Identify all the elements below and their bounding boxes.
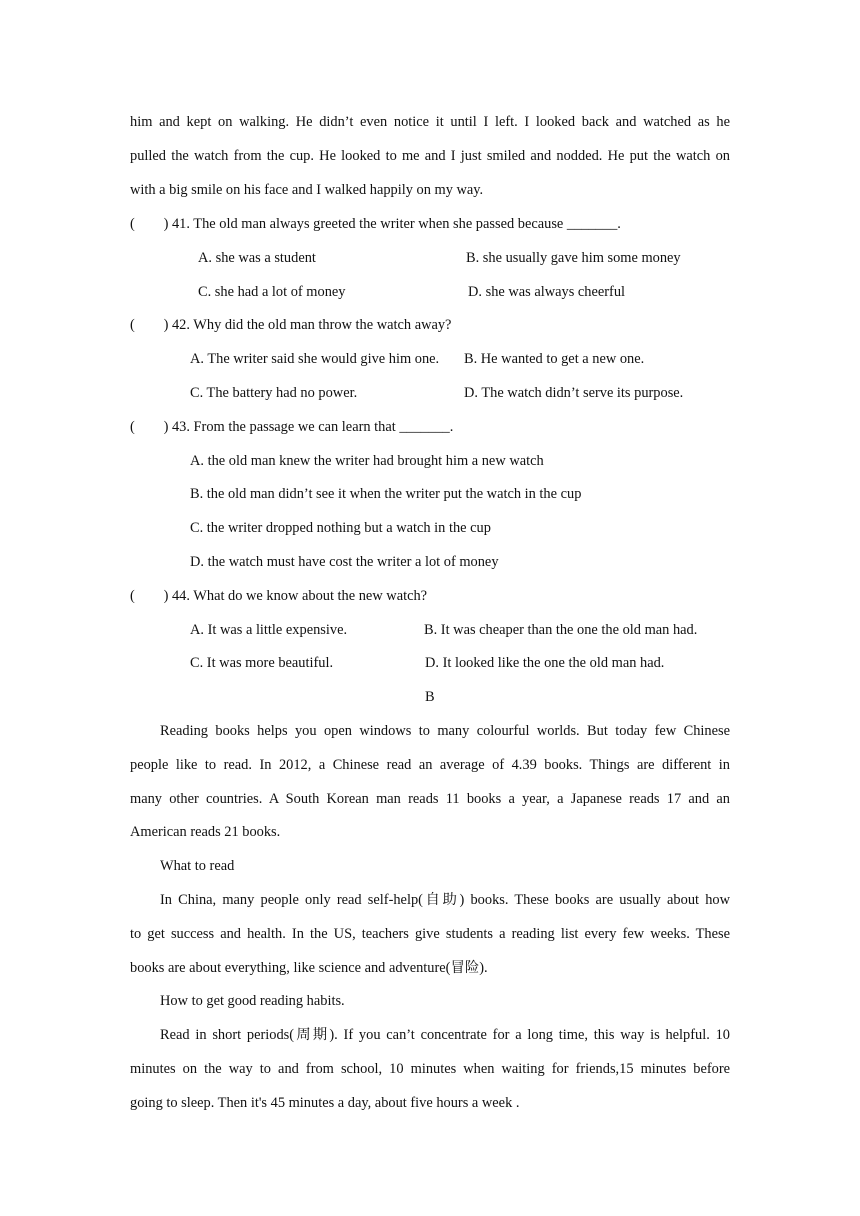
question-43-option-c: C. the writer dropped nothing but a watch in the cup — [190, 520, 491, 536]
question-44-option-c: C. It was more beautiful. — [190, 655, 334, 671]
question-43-stem: ( ) 43. From the passage we can learn that _______. — [130, 419, 454, 435]
passage-line: books are about everything, like science and adventure(冒险). — [130, 960, 488, 976]
question-42-option-c: C. The battery had no power. — [190, 385, 358, 401]
section-b-label: B — [425, 689, 435, 705]
passage-line: Reading books helps you open windows to many colourful worlds. But today few Chinese — [160, 723, 730, 739]
question-42-stem: ( ) 42. Why did the old man throw the watch away? — [130, 317, 452, 333]
question-41-option-c: C. she had a lot of money — [198, 284, 346, 300]
question-42-option-a: A. The writer said she would give him one. — [190, 351, 440, 367]
question-44-option-a: A. It was a little expensive. — [190, 622, 348, 638]
question-42-option-d: D. The watch didn’t serve its purpose. — [464, 385, 684, 401]
question-42-option-b: B. He wanted to get a new one. — [464, 351, 645, 367]
passage-line: going to sleep. Then it's 45 minutes a day, about five hours a week . — [130, 1095, 520, 1111]
passage-line: with a big smile on his face and I walked happily on my way. — [130, 182, 484, 198]
question-41-option-b: B. she usually gave him some money — [466, 250, 681, 266]
passage-line: him and kept on walking. He didn’t even notice it until I left. I looked back and watched as he — [130, 114, 730, 130]
subheading-reading-habits: How to get good reading habits. — [160, 993, 345, 1009]
subheading-what-to-read: What to read — [160, 858, 235, 874]
passage-line: Read in short periods(周期). If you can’t concentrate for a long time, this way is helpful. 10 — [160, 1027, 730, 1043]
passage-line: In China, many people only read self-help(自助) books. These books are usually about how — [160, 892, 730, 908]
passage-line: people like to read. In 2012, a Chinese read an average of 4.39 books. Things are different in — [130, 757, 730, 773]
passage-line: pulled the watch from the cup. He looked to me and I just smiled and nodded. He put the watch on — [130, 148, 730, 164]
passage-line: to get success and health. In the US, teachers give students a reading list every few weeks. These — [130, 926, 730, 942]
passage-line: many other countries. A South Korean man reads 11 books a year, a Japanese reads 17 and an — [130, 791, 730, 807]
passage-line: American reads 21 books. — [130, 824, 281, 840]
question-41-stem: ( ) 41. The old man always greeted the writer when she passed because _______. — [130, 216, 621, 232]
question-44-option-d: D. It looked like the one the old man had. — [425, 655, 665, 671]
question-44-option-b: B. It was cheaper than the one the old man had. — [424, 622, 698, 638]
question-43-option-d: D. the watch must have cost the writer a lot of money — [190, 554, 499, 570]
passage-line: minutes on the way to and from school, 10 minutes when waiting for friends,15 minutes before — [130, 1061, 730, 1077]
question-41-option-a: A. she was a student — [198, 250, 316, 266]
question-43-option-a: A. the old man knew the writer had brought him a new watch — [190, 453, 544, 469]
question-43-option-b: B. the old man didn’t see it when the writer put the watch in the cup — [190, 486, 582, 502]
question-41-option-d: D. she was always cheerful — [468, 284, 626, 300]
question-44-stem: ( ) 44. What do we know about the new watch? — [130, 588, 428, 604]
